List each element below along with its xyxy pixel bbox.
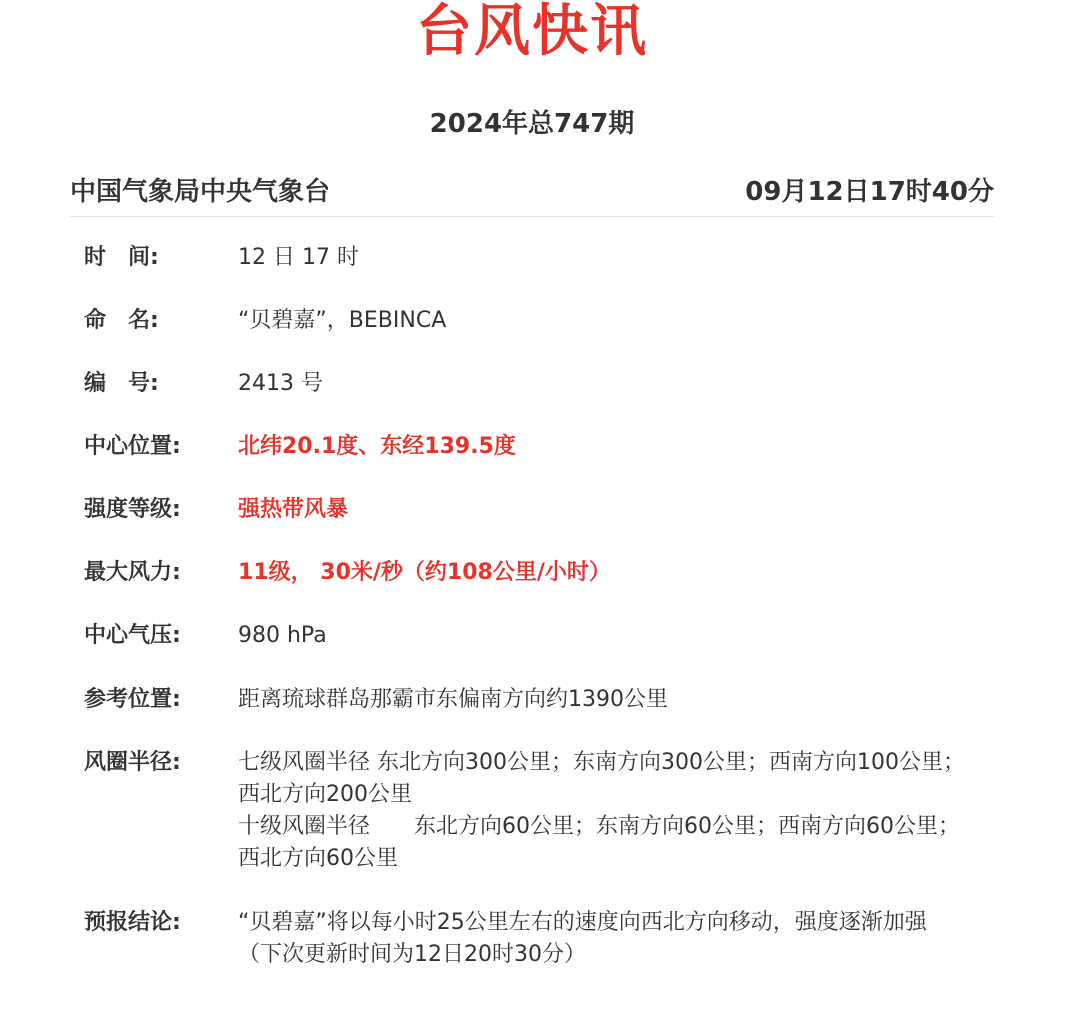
intensity-label: 强度等级: [84,497,181,522]
issue-number: 2024年总747期 [429,109,635,139]
max-wind-value: 11级， 30米/秒（约108公里/小时） [238,560,611,585]
reference-value: 距离琉球群岛那霸市东偏南方向约1390公里 [238,687,668,712]
intensity-value: 强热带风暴 [238,497,349,522]
number-value: 2413 号 [238,371,323,396]
forecast-text: “贝碧嘉”将以每小时25公里左右的速度向西北方向移动，强度逐渐加强 [238,910,927,935]
forecast-label: 预报结论: [84,910,181,935]
name-label: 命 名: [84,308,159,333]
wind-radius-level7: 七级风圈半径 东北方向300公里；东南方向300公里；西南方向100公里；西北方向200公里 [238,750,965,807]
number-label: 编 号: [84,371,159,396]
pressure-value: 980 hPa [238,623,327,648]
next-update-note: （下次更新时间为12日20时30分） [238,942,586,967]
center-position-value: 北纬20.1度、东经139.5度 [238,434,516,459]
time-value: 12 日 17 时 [238,245,359,270]
max-wind-label: 最大风力: [84,560,181,585]
wind-radius-level10: 十级风圈半径 东北方向60公里；东南方向60公里；西南方向60公里；西北方向60公里 [238,814,960,871]
forecast-value [238,907,978,971]
pressure-label: 中心气压: [84,623,181,648]
wind-radius-label: 风圈半径: [84,750,181,775]
agency-name: 中国气象局中央气象台 [70,177,331,207]
name-value: “贝碧嘉”，BEBINCA [238,308,447,333]
bulletin-header [70,172,994,217]
wind-radius-value [238,747,978,875]
issue-datetime: 09月12日17时40分 [745,177,994,207]
page-title: 台风快讯 [416,0,648,64]
reference-label: 参考位置: [84,687,181,712]
center-position-label: 中心位置: [84,434,181,459]
time-label: 时 间: [84,245,159,270]
